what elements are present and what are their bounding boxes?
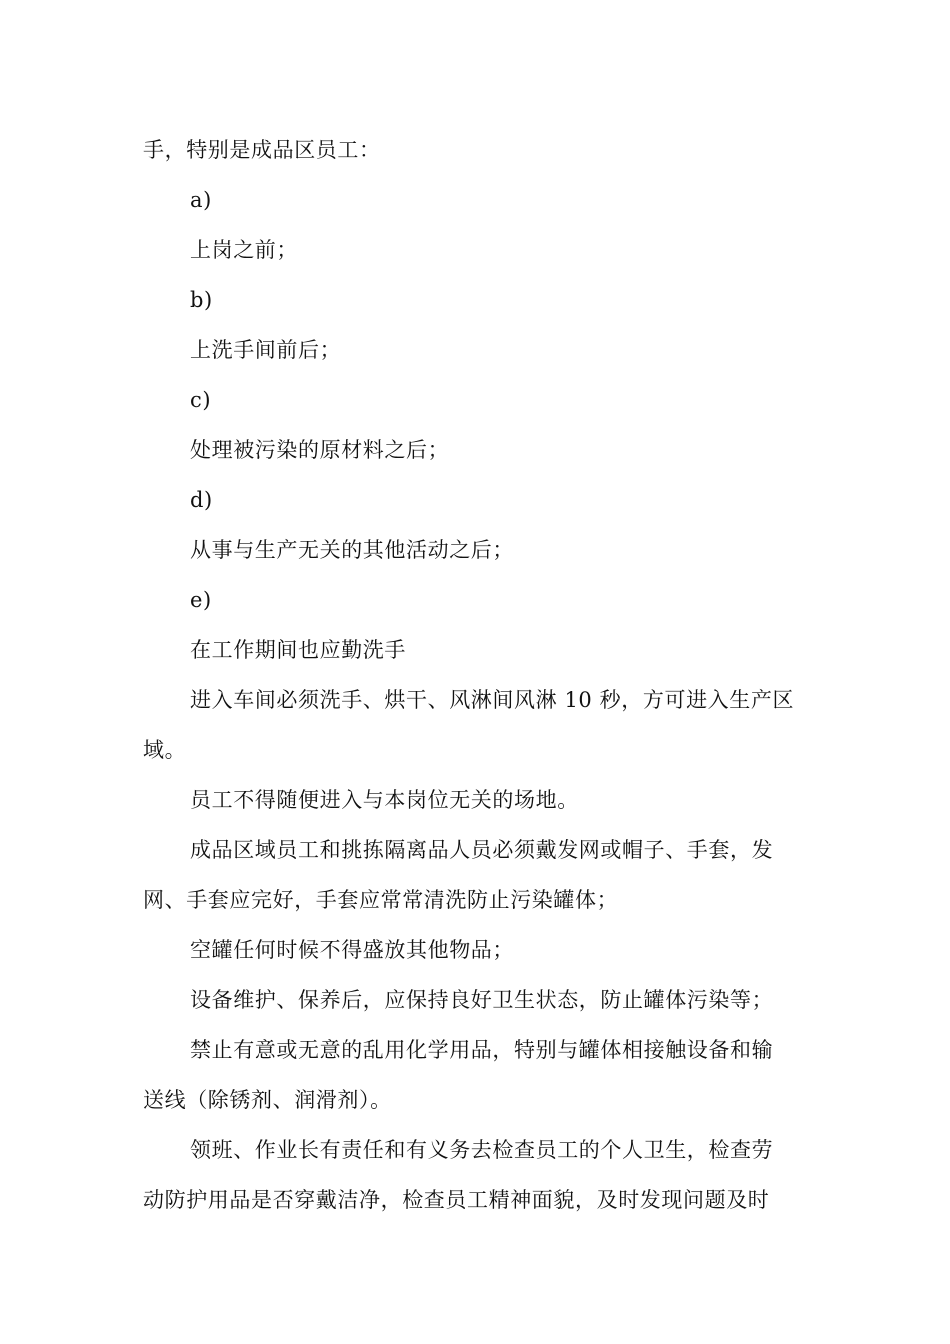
list-item-e: 在工作期间也应勤洗手 xyxy=(190,638,406,662)
list-item-d: 从事与生产无关的其他活动之后； xyxy=(190,538,514,562)
list-item-c: 处理被污染的原材料之后； xyxy=(190,438,450,462)
paragraph-line: 进入车间必须洗手、烘干、风淋间风淋 10 秒，方可进入生产区 xyxy=(190,688,795,712)
paragraph-line: 禁止有意或无意的乱用化学用品，特别与罐体相接触设备和输 xyxy=(190,1038,774,1062)
paragraph-line: 网、手套应完好，手套应常常清洗防止污染罐体； xyxy=(143,888,619,912)
paragraph-line: 设备维护、保养后，应保持良好卫生状态，防止罐体污染等； xyxy=(190,988,774,1012)
list-marker-e: e) xyxy=(190,588,212,612)
paragraph-line: 送线（除锈剂、润滑剂）。 xyxy=(143,1088,392,1112)
list-item-b: 上洗手间前后； xyxy=(190,338,342,362)
paragraph-line: 空罐任何时候不得盛放其他物品； xyxy=(190,938,514,962)
list-marker-c: c) xyxy=(190,388,212,412)
text-line: 手，特别是成品区员工： xyxy=(143,138,381,162)
paragraph-line: 动防护用品是否穿戴洁净，检查员工精神面貌，及时发现问题及时 xyxy=(143,1188,770,1212)
list-marker-a: a) xyxy=(190,188,212,212)
paragraph-line: 领班、作业长有责任和有义务去检查员工的个人卫生，检查劳 xyxy=(190,1138,774,1162)
paragraph-line: 成品区域员工和挑拣隔离品人员必须戴发网或帽子、手套，发 xyxy=(190,838,774,862)
list-item-a: 上岗之前； xyxy=(190,238,298,262)
paragraph-line: 域。 xyxy=(143,738,187,762)
paragraph-line: 员工不得随便进入与本岗位无关的场地。 xyxy=(190,788,579,812)
list-marker-b: b) xyxy=(190,288,213,312)
list-marker-d: d) xyxy=(190,488,213,512)
